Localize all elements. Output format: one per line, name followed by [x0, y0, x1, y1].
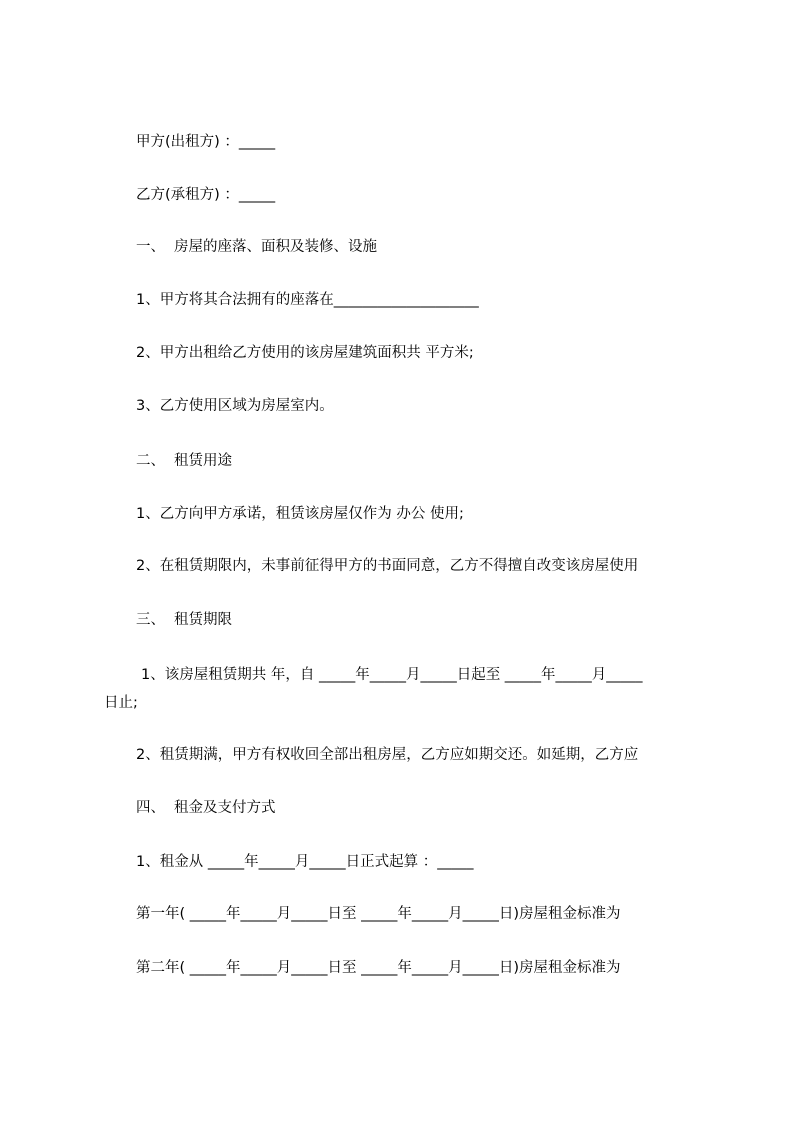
section3-number: 三、 — [136, 612, 165, 628]
section1-item-3: 3、乙方使用区域为房屋室内。 — [136, 398, 334, 414]
section1-item-2: 2、甲方出租给乙方使用的该房屋建筑面积共 平方米; — [136, 345, 474, 361]
section2-item-1: 1、乙方向甲方承诺，租赁该房屋仅作为 办公 使用; — [136, 506, 464, 522]
section1-heading — [136, 237, 377, 257]
section4-heading — [136, 798, 276, 818]
section3-item-1 — [104, 665, 704, 713]
section4-title: 租金及支付方式 — [174, 800, 276, 816]
party-b-line: 乙方(承租方) ：_____ — [136, 187, 276, 203]
section3-title: 租赁期限 — [174, 612, 232, 628]
section4-number: 四、 — [136, 800, 165, 816]
section1-item-1: 1、甲方将其合法拥有的座落在____________________ — [136, 292, 479, 308]
section3-heading — [136, 610, 232, 630]
section1-number: 一、 — [136, 239, 165, 255]
section2-item-2: 2、在租赁期限内，未事前征得甲方的书面同意，乙方不得擅自改变该房屋使用 — [136, 558, 639, 574]
section2-heading — [136, 451, 232, 471]
section4-item-3: 第二年( _____年_____月_____日至 _____年_____月_____日)房屋租金标准为 — [136, 960, 621, 976]
section4-item-1: 1、租金从 _____年_____月_____日正式起算 ：_____ — [136, 854, 474, 870]
section4-item-2: 第一年( _____年_____月_____日至 _____年_____月_____日)房屋租金标准为 — [136, 906, 621, 922]
section3-item-1-line-1: 1、该房屋租赁期共 年，自 _____年_____月_____日起至 _____年_____月_____ — [141, 667, 643, 683]
section1-title: 房屋的座落、面积及装修、设施 — [174, 239, 377, 255]
party-a-line: 甲方(出租方) ：_____ — [136, 134, 276, 150]
section3-item-2: 2、租赁期满，甲方有权收回全部出租房屋，乙方应如期交还。如延期，乙方应 — [136, 747, 639, 763]
section2-number: 二、 — [136, 453, 165, 469]
section2-title: 租赁用途 — [174, 453, 232, 469]
section3-item-1-line-2: 日止; — [104, 695, 138, 711]
